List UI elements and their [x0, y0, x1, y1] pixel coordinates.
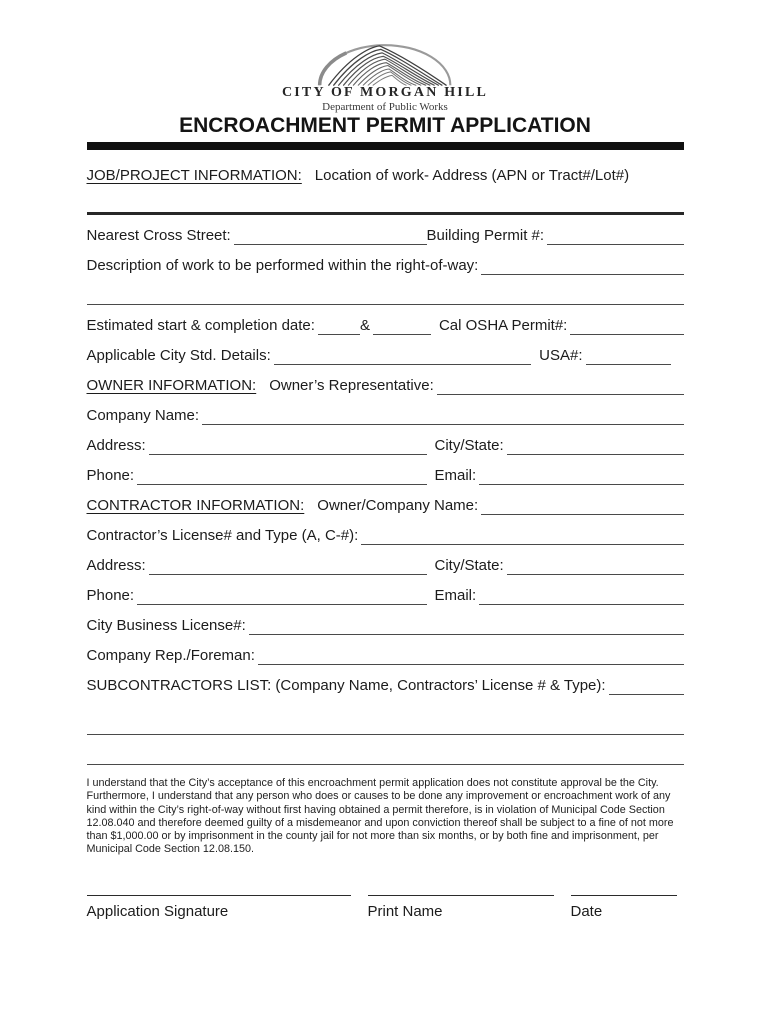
- contractor-address-label: Address:: [86, 557, 146, 574]
- form-row-contractor-phone: [87, 575, 684, 605]
- building-permit-field[interactable]: [547, 225, 683, 245]
- owner-address-field[interactable]: [149, 435, 427, 455]
- owner-phone-label: Phone:: [86, 467, 135, 484]
- owner-city-state-field[interactable]: [507, 435, 684, 455]
- description-continued-field[interactable]: [87, 285, 684, 305]
- contractor-section-heading-row: [87, 485, 684, 515]
- legal-acknowledgement-text: I understand that the City’s acceptance of this encroachment permit application does not constitute approval be the City. Furthermore, I understand that any person who does or causes to be done any improvement or encroachment work of any kind within the City’s right-of-way without first having obtained a permit therefore, is in violation of Municipal Code Section 12.08.040 and therefore deemed guilty of a misdemeanor and upon conviction thereof shall be subject to a fine of not more than $1,000.00 or by imprisonment in the county jail for not more than six months, or by both fine and imprisonment, per Municipal Code Section 12.08.150.: [86, 777, 674, 856]
- contractor-address-field[interactable]: [149, 555, 427, 575]
- contractor-owner-company-field[interactable]: [481, 495, 683, 515]
- company-rep-foreman-field[interactable]: [258, 645, 684, 665]
- subcontractors-continued-field-1[interactable]: [87, 715, 684, 735]
- date-label: Date: [570, 902, 603, 920]
- location-of-work-label: Location of work- Address (APN or Tract#/Lot#): [314, 167, 630, 184]
- description-of-work-field[interactable]: [481, 255, 683, 275]
- subcontractors-list-field[interactable]: [609, 675, 684, 695]
- owner-phone-field[interactable]: [137, 465, 426, 485]
- form-row-estimated-dates: [87, 305, 684, 335]
- nearest-cross-street-field[interactable]: [234, 225, 427, 245]
- cal-osha-permit-label: Cal OSHA Permit#:: [438, 317, 568, 334]
- owner-section-heading-row: [87, 365, 684, 395]
- logo-department-name: Department of Public Works: [322, 101, 448, 113]
- form-row-city-std-details: [87, 335, 684, 365]
- building-permit-label: Building Permit #:: [426, 227, 545, 244]
- contractor-phone-label: Phone:: [86, 587, 135, 604]
- form-content: [87, 166, 684, 920]
- contractor-city-state-field[interactable]: [507, 555, 684, 575]
- owner-representative-field[interactable]: [437, 375, 684, 395]
- application-signature-label: Application Signature: [86, 902, 229, 920]
- description-of-work-label: Description of work to be performed within the right-of-way:: [86, 257, 479, 274]
- form-row-owner-company-name: [87, 395, 684, 425]
- title-divider-bar: [87, 142, 684, 150]
- contractor-section-heading: CONTRACTOR INFORMATION:: [86, 497, 305, 514]
- start-date-field[interactable]: [318, 315, 360, 335]
- cal-osha-permit-field[interactable]: [570, 315, 683, 335]
- completion-date-field[interactable]: [373, 315, 431, 335]
- print-name-label: Print Name: [367, 902, 443, 920]
- usa-number-field[interactable]: [586, 345, 671, 365]
- owner-city-state-label: City/State:: [434, 437, 504, 454]
- city-std-details-field[interactable]: [274, 345, 531, 365]
- signature-block: [87, 895, 684, 920]
- estimated-dates-label: Estimated start & completion date:: [86, 317, 315, 334]
- contractor-owner-company-label: Owner/Company Name:: [317, 497, 479, 514]
- usa-number-label: USA#:: [539, 347, 583, 364]
- contractor-license-label: Contractor’s License# and Type (A, C-#):: [86, 527, 359, 544]
- form-row-description: [87, 245, 684, 275]
- city-std-details-label: Applicable City Std. Details:: [86, 347, 271, 364]
- job-section-heading-row: [87, 166, 684, 185]
- logo-city-name: CITY OF MORGAN HILL: [281, 85, 489, 100]
- owner-email-field[interactable]: [479, 465, 683, 485]
- contractor-license-field[interactable]: [361, 525, 683, 545]
- city-logo: [0, 36, 770, 113]
- subcontractors-list-label: SUBCONTRACTORS LIST: (Company Name, Contractors’ License # & Type):: [86, 677, 606, 694]
- form-row-subcontractors-continued-2: [87, 735, 684, 765]
- job-section-heading: JOB/PROJECT INFORMATION:: [86, 167, 302, 184]
- company-rep-foreman-label: Company Rep./Foreman:: [86, 647, 255, 664]
- form-row-city-business-license: [87, 605, 684, 635]
- owner-address-label: Address:: [86, 437, 146, 454]
- owner-company-name-field[interactable]: [202, 405, 683, 425]
- owner-section-heading: OWNER INFORMATION:: [86, 377, 257, 394]
- city-business-license-label: City Business License#:: [86, 617, 246, 634]
- contractor-email-field[interactable]: [479, 585, 683, 605]
- owner-representative-label: Owner’s Representative:: [269, 377, 434, 394]
- contractor-email-label: Email:: [434, 587, 477, 604]
- ampersand-label: &: [359, 317, 370, 334]
- application-signature-area[interactable]: [87, 895, 351, 920]
- print-name-area[interactable]: [368, 895, 554, 920]
- subcontractors-continued-field-2[interactable]: [87, 745, 684, 765]
- morgan-hill-hills-icon: [290, 36, 480, 88]
- form-row-owner-address: [87, 425, 684, 455]
- page-title: ENCROACHMENT PERMIT APPLICATION: [179, 114, 591, 137]
- form-row-nearest-cross-street: [87, 215, 684, 245]
- form-row-company-rep: [87, 635, 684, 665]
- form-row-subcontractors: [87, 665, 684, 695]
- city-business-license-field[interactable]: [249, 615, 684, 635]
- owner-company-name-label: Company Name:: [86, 407, 200, 424]
- nearest-cross-street-label: Nearest Cross Street:: [86, 227, 231, 244]
- date-area[interactable]: [571, 895, 677, 920]
- contractor-city-state-label: City/State:: [434, 557, 504, 574]
- form-row-contractor-license: [87, 515, 684, 545]
- form-row-contractor-address: [87, 545, 684, 575]
- form-row-owner-phone: [87, 455, 684, 485]
- owner-email-label: Email:: [434, 467, 477, 484]
- contractor-phone-field[interactable]: [137, 585, 426, 605]
- form-row-subcontractors-continued-1: [87, 705, 684, 735]
- form-row-description-continued: [87, 275, 684, 305]
